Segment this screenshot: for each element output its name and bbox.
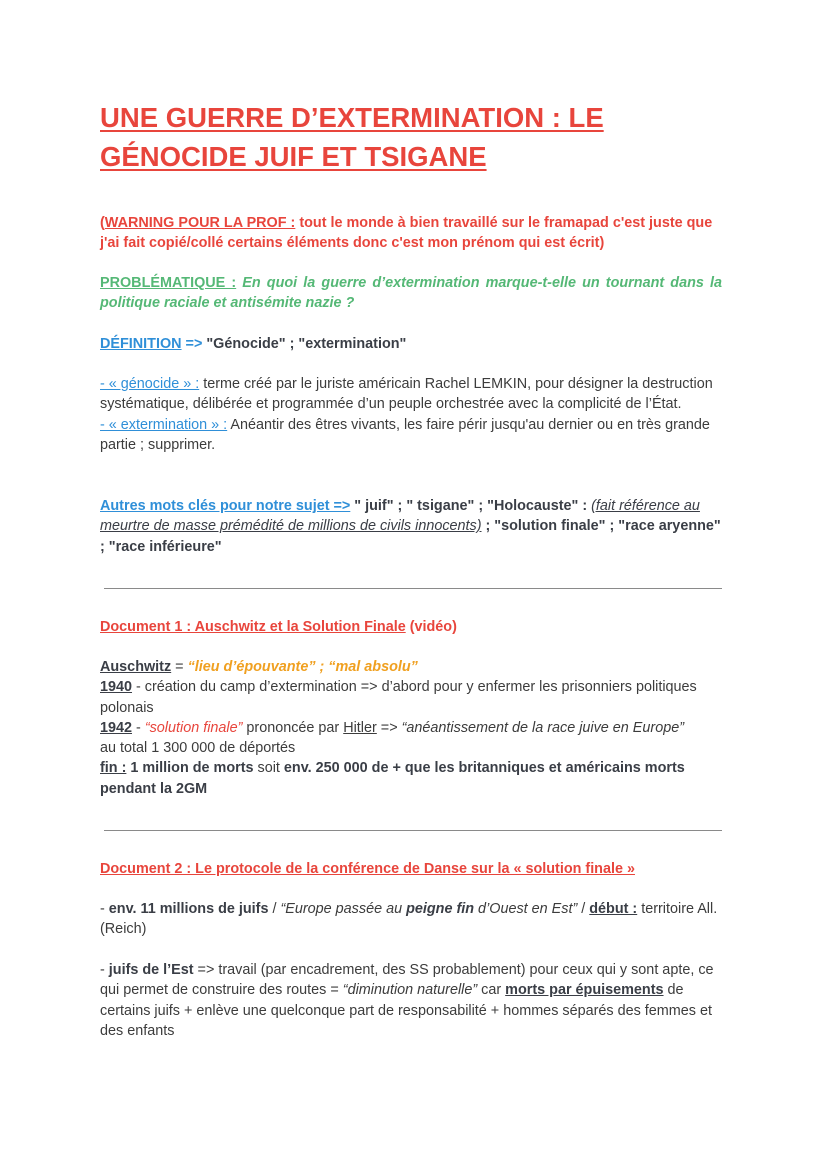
doc2-paragraph-1: - env. 11 millions de juifs / “Europe passée au peigne fin d’Ouest en Est” / début : territoire All. (Reich) xyxy=(100,901,718,938)
definition-line: DÉFINITION => "Génocide" ; "extermination" xyxy=(100,336,407,352)
title-line-1: UNE GUERRE D’EXTERMINATION : LE xyxy=(100,102,604,133)
title-line-2: GÉNOCIDE JUIF ET TSIGANE xyxy=(100,141,487,172)
keywords-paragraph: Autres mots clés pour notre sujet => " juif" ; " tsigane" ; "Holocauste" : (fait référence au meurtre de masse prémédité de millions de civils innocents) ; "solution finale" ; "race aryenne" ; "race inférieure" xyxy=(100,498,721,555)
divider-1 xyxy=(104,588,722,589)
debut-label: début : xyxy=(589,901,638,917)
warning-label: WARNING POUR LA PROF : xyxy=(104,215,296,231)
hitler-name: Hitler xyxy=(343,719,377,736)
definition-label: DÉFINITION xyxy=(100,336,182,352)
keywords-label: Autres mots clés pour notre sujet => xyxy=(100,498,351,514)
year-1940: 1940 xyxy=(100,679,133,696)
year-1942: 1942 xyxy=(100,719,133,736)
extermination-label: - « extermination » : xyxy=(100,416,228,433)
morts-par-epuisements: morts par épuisements xyxy=(505,982,664,999)
genocide-label: - « génocide » : xyxy=(100,376,200,392)
genocide-definition: - « génocide » : terme créé par le juriste américain Rachel LEMKIN, pour désigner la destruction systématique, délibérée et programmée d’un peuple orchestrée avec la complicité de l’État. - « extermination » : Anéantir des êtres vivants, les faire périr jusqu'au dernier ou en très grande partie ; supprimer. xyxy=(100,376,713,453)
solution-finale-quote: “solution finale” xyxy=(144,719,243,736)
doc1-heading: Document 1 : Auschwitz et la Solution Finale (vidéo) xyxy=(100,619,457,635)
divider-2 xyxy=(104,830,722,831)
doc2-paragraph-2: - juifs de l’Est => travail (par encadrement, des SS probablement) pour ceux qui y sont apte, ce qui permet de construire des routes = “diminution naturelle” car morts par épuisements de certains juifs + enlève une quelconque part de responsabilité + hommes séparés des femmes et des enfants xyxy=(100,962,714,1039)
auschwitz-desc: “lieu d’épouvante” ; “mal absolu” xyxy=(187,659,418,675)
problematique-label: PROBLÉMATIQUE : xyxy=(100,275,237,291)
hitler-quote: “anéantissement de la race juive en Europe” xyxy=(401,719,685,736)
auschwitz-label: Auschwitz xyxy=(100,659,172,675)
holocaust-note: (fait référence au meurtre de masse prémédité de millions de civils innocents) xyxy=(100,498,700,535)
page-title xyxy=(100,98,740,176)
problematique-paragraph xyxy=(100,273,722,314)
fin-label: fin : xyxy=(100,760,127,777)
doc1-body: Auschwitz = “lieu d’épouvante” ; “mal absolu” 1940 - création du camp d’extermination => d’abord pour y enfermer les prisonniers politiques polonais 1942 - “solution finale” prononcée par Hitler => “anéantissement de la race juive en Europe” au total 1 300 000 de déportés fin : 1 million de morts soit env. 250 000 de + que les britanniques et américains morts pendant la 2GM xyxy=(100,659,697,797)
doc2-heading: Document 2 : Le protocole de la conférence de Danse sur la « solution finale » xyxy=(100,861,635,877)
warning-paragraph: (WARNING POUR LA PROF : tout le monde à bien travaillé sur le framapad c'est juste que j'ai fait copié/collé certains éléments donc c'est mon prénom qui est écrit) xyxy=(100,215,713,252)
definition-terms: "Génocide" ; "extermination" xyxy=(206,336,407,352)
problematique-text: En quoi la guerre d’extermination marque-t-elle un tournant dans la politique raciale et antisémite nazie ? xyxy=(100,275,722,312)
warning-text: tout le monde à bien travaillé sur le framapad c'est juste que j'ai fait copié/collé certains éléments donc c'est mon prénom qui est écrit) xyxy=(100,215,713,252)
